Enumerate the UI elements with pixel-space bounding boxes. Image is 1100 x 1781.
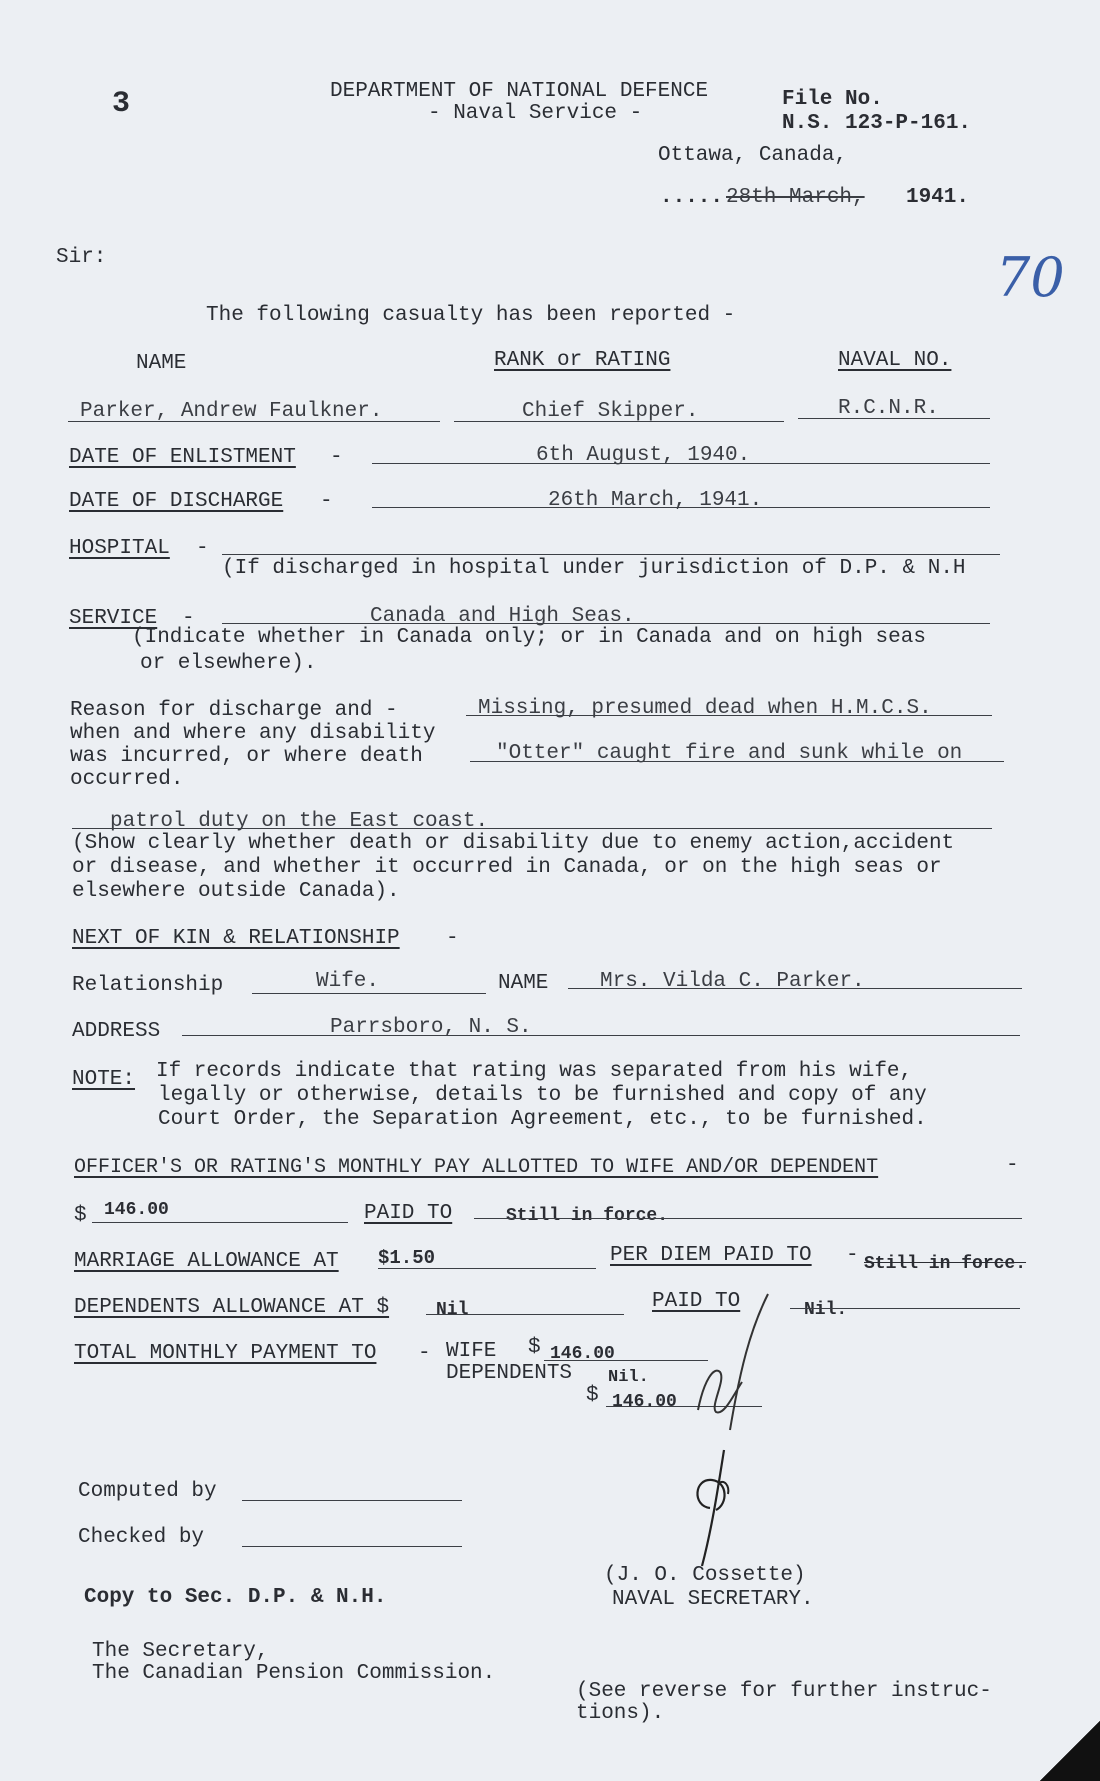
reason-note-1: (Show clearly whether death or disability due to enemy action,accident <box>72 832 955 855</box>
reason-note-3: elsewhere outside Canada). <box>72 880 400 903</box>
computed-by-label: Computed by <box>78 1480 217 1503</box>
reverse-note-1: (See reverse for further instruc- <box>576 1680 992 1703</box>
copy-to: Copy to Sec. D.P. & N.H. <box>84 1586 387 1609</box>
note-line-3: Court Order, the Separation Agreement, etc., to be furnished. <box>158 1108 927 1131</box>
casualty-rank: Chief Skipper. <box>522 400 699 423</box>
per-diem-dash: - <box>846 1244 859 1267</box>
recipient-line-2: The Canadian Pension Commission. <box>92 1662 496 1685</box>
signature-icon <box>688 1448 748 1568</box>
reason-note-2: or disease, and whether it occurred in Canada, or on the high seas or <box>72 856 942 879</box>
pay-heading-dash: - <box>1006 1154 1019 1177</box>
reason-value-2: "Otter" caught fire and sunk while on <box>496 742 963 765</box>
dependents-allowance-value: Nil <box>436 1300 469 1320</box>
wife-label: WIFE <box>446 1340 497 1363</box>
column-naval-no: NAVAL NO. <box>838 349 952 372</box>
intro-text: The following casualty has been reported - <box>206 304 736 327</box>
pay-heading: OFFICER'S OR RATING'S MONTHLY PAY ALLOTTED TO WIFE AND/OR DEPENDENT <box>74 1156 879 1179</box>
discharge-value: 26th March, 1941. <box>548 489 763 512</box>
file-number: N.S. 123-P-161. <box>782 112 972 135</box>
casualty-naval-no: R.C.N.R. <box>838 397 939 420</box>
note-line-1: If records indicate that rating was separated from his wife, <box>156 1060 913 1083</box>
reason-label-2: when and where any disability <box>70 722 436 745</box>
total-value: 146.00 <box>612 1392 677 1412</box>
total-dash: - <box>418 1342 431 1365</box>
handwritten-number: 70 <box>996 246 1065 309</box>
address-value: Parrsboro, N. S. <box>330 1016 532 1039</box>
reason-label-1: Reason for discharge and - <box>70 699 398 722</box>
service-note-1: (Indicate whether in Canada only; or in Canada and on high seas <box>132 626 926 649</box>
pay-paid-to-value: Still in force. <box>506 1206 669 1226</box>
wife-value: 146.00 <box>550 1344 615 1364</box>
marriage-allowance-value: $1.50 <box>378 1247 436 1269</box>
enlistment-dash: - <box>330 446 343 469</box>
dependents-sub-value: Nil. <box>608 1368 649 1387</box>
total-currency: $ <box>586 1384 599 1407</box>
signatory-title: NAVAL SECRETARY. <box>612 1588 814 1611</box>
reason-value-3: patrol duty on the East coast. <box>110 810 489 833</box>
wife-currency: $ <box>528 1336 541 1359</box>
service-note-2: or elsewhere). <box>140 652 317 675</box>
discharge-label: DATE OF DISCHARGE <box>69 490 284 513</box>
hospital-note: (If discharged in hospital under jurisdiction of D.P. & N.H <box>222 557 966 580</box>
total-label: TOTAL MONTHLY PAYMENT TO <box>74 1342 377 1365</box>
kin-name-value: Mrs. Vilda C. Parker. <box>600 970 865 993</box>
service-subtitle: - Naval Service - <box>428 102 643 125</box>
dependents-paid-to-label: PAID TO <box>652 1290 741 1313</box>
department-title: DEPARTMENT OF NATIONAL DEFENCE <box>330 80 709 103</box>
discharge-dash: - <box>320 490 333 513</box>
date-value: 28th March, <box>726 186 865 209</box>
pay-amount: 146.00 <box>104 1200 169 1220</box>
per-diem-value: Still in force. <box>864 1254 1027 1274</box>
dependents-paid-to-value: Nil. <box>804 1300 848 1320</box>
enlistment-value: 6th August, 1940. <box>536 444 751 467</box>
pay-currency: $ <box>74 1204 87 1227</box>
next-of-kin-dash: - <box>446 927 459 950</box>
service-value: Canada and High Seas. <box>370 605 635 628</box>
column-name: NAME <box>136 352 187 375</box>
reason-label-3: was incurred, or where death <box>70 745 423 768</box>
reason-label-4: occurred. <box>70 768 184 791</box>
service-dash: - <box>182 607 195 630</box>
page-mark: 3 <box>112 87 131 121</box>
recipient-line-1: The Secretary, <box>92 1640 269 1663</box>
next-of-kin-heading: NEXT OF KIN & RELATIONSHIP <box>72 927 400 950</box>
per-diem-label: PER DIEM PAID TO <box>610 1244 812 1267</box>
pay-paid-to-label: PAID TO <box>364 1202 453 1225</box>
relationship-label: Relationship <box>72 974 224 997</box>
signatory-name: (J. O. Cossette) <box>604 1564 806 1587</box>
dependents-sub-label: DEPENDENTS <box>446 1362 573 1385</box>
salutation: Sir: <box>56 246 107 269</box>
scan-corner-shadow <box>1040 1721 1100 1781</box>
checked-by-label: Checked by <box>78 1526 205 1549</box>
date-prefix: ..... <box>660 186 724 209</box>
casualty-name: Parker, Andrew Faulkner. <box>80 400 383 423</box>
note-line-2: legally or otherwise, details to be furnished and copy of any <box>158 1084 927 1107</box>
column-rank: RANK or RATING <box>494 349 671 372</box>
kin-name-label: NAME <box>498 972 549 995</box>
hospital-label: HOSPITAL <box>69 537 170 560</box>
reason-value-1: Missing, presumed dead when H.M.C.S. <box>478 697 932 720</box>
dependents-allowance-label: DEPENDENTS ALLOWANCE AT $ <box>74 1296 390 1319</box>
address-label: ADDRESS <box>72 1020 161 1043</box>
date-year: 1941. <box>906 186 970 209</box>
note-label: NOTE: <box>72 1068 136 1091</box>
relationship-value: Wife. <box>316 970 380 993</box>
service-label: SERVICE <box>69 607 158 630</box>
file-label: File No. <box>782 88 883 111</box>
reverse-note-2: tions). <box>576 1702 665 1725</box>
marriage-allowance-label: MARRIAGE ALLOWANCE AT <box>74 1250 339 1273</box>
place: Ottawa, Canada, <box>658 144 848 167</box>
enlistment-label: DATE OF ENLISTMENT <box>69 446 296 469</box>
hospital-dash: - <box>196 537 209 560</box>
checkmark-initial-icon <box>690 1290 780 1440</box>
